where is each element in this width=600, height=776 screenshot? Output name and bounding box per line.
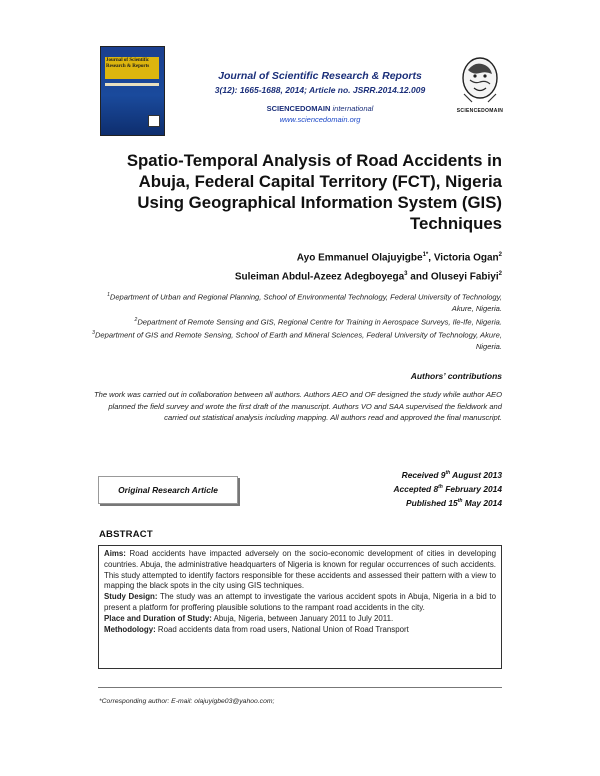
author-name: Oluseyi Fabiyi <box>430 271 499 283</box>
author-sup: 2 <box>498 252 502 258</box>
affiliation-item: $^2$Department of Remote Sensing and GIS, Regional Centre for Training in Aerospace Surveys, Ile-Ife, Nigeria. <box>134 316 502 327</box>
author-separator: and <box>407 271 431 283</box>
cover-stripe <box>105 83 159 86</box>
cover-badge <box>148 115 160 127</box>
author-sup: 1* <box>422 252 429 258</box>
abstract-heading: ABSTRACT <box>99 529 153 540</box>
date-published: Published 15th May 2014 <box>406 497 502 508</box>
journal-cover-thumbnail <box>100 46 165 136</box>
article-title: Spatio-Temporal Analysis of Road Accidents in Abuja, Federal Capital Territory (FCT), Nigeria Using Geographical Information System (GIS) Techniques <box>126 151 502 233</box>
logo-label: SCIENCEDOMAIN <box>456 108 504 114</box>
author-separator: , <box>428 252 434 264</box>
affiliation-item: $^1$Department of Urban and Regional Planning, School of Environmental Technology, Federal University of Technology, Akure, Nigeria. <box>107 292 502 314</box>
publisher-website-link[interactable]: www.sciencedomain.org <box>279 115 361 124</box>
place-label: Place and Duration of Study: <box>104 613 212 623</box>
aims-label: Aims: <box>104 549 126 558</box>
aims-text: Road accidents have impacted adversely on the socio-economic development of cities in developing countries. Abuja, the administrative headquarters of Nigeria is known for regular occurrences of such accidents. This study attempted to identify factors responsible for these accidents and assessed their pattern with a view to mapping the black spots in the city using GIS techniques. <box>104 549 496 591</box>
date-accepted: Accepted 8th February 2014 <box>393 483 502 494</box>
article-type-badge: Original Research Article <box>98 476 238 504</box>
contributions-heading: Authors’ contributions <box>410 371 502 381</box>
journal-name: Journal of Scientific Research & Reports <box>218 70 422 82</box>
methodology-text: Road accidents data from road users, National Union of Road Transport <box>157 624 409 634</box>
place-text: Abuja, Nigeria, between January 2011 to July 2011. <box>213 613 394 623</box>
author-sup: 3 <box>404 271 408 278</box>
footnote-divider <box>98 687 502 688</box>
affiliation-item: $^3$Department of GIS and Remote Sensing, School of Earth and Mineral Sciences, Federal University of Technology, Akure, Nigeria. <box>92 329 502 351</box>
author-name: Victoria Ogan <box>433 252 499 264</box>
author-sup: 2 <box>498 271 502 278</box>
contributions-text: The work was carried out in collaboration between all authors. Authors AEO and OF designed the study while author AEO planned the field survey and wrote the first draft of the manuscript. Authors VO and SAA supervised the fieldwork and carried out statistical analysis including mapping. All authors read and approved the final manuscript. <box>93 390 502 422</box>
author-name: Suleiman Abdul-Azeez Adegboyega <box>234 271 405 283</box>
design-label: Study Design: <box>104 592 158 602</box>
corresponding-author-footnote: *Corresponding author: E-mail: olajuyigbe03@yahoo.com; <box>99 698 275 705</box>
design-text: The study was an attempt to investigate the various accident spots in Abuja, Nigeria in a bid to present a platform for proffering plausible solutions to the rampant road accidents in the city. <box>104 592 497 612</box>
author-list <box>130 247 502 286</box>
methodology-label: Methodology: <box>104 624 156 634</box>
author-name: Ayo Emmanuel Olajuyigbe <box>296 252 423 264</box>
volume-line: 3(12): 1665-1688, 2014; Article no. JSRR.2014.12.009 <box>214 85 426 95</box>
abstract-box <box>98 545 502 669</box>
publisher-name: SCIENCEDOMAIN international <box>266 104 374 113</box>
sciencedomain-logo-icon <box>456 54 504 106</box>
date-received: Received 9th August 2013 <box>401 469 502 480</box>
affiliations <box>92 290 502 352</box>
publication-dates <box>300 467 502 508</box>
cover-title: Journal of Scientific Research & Reports <box>106 58 150 69</box>
